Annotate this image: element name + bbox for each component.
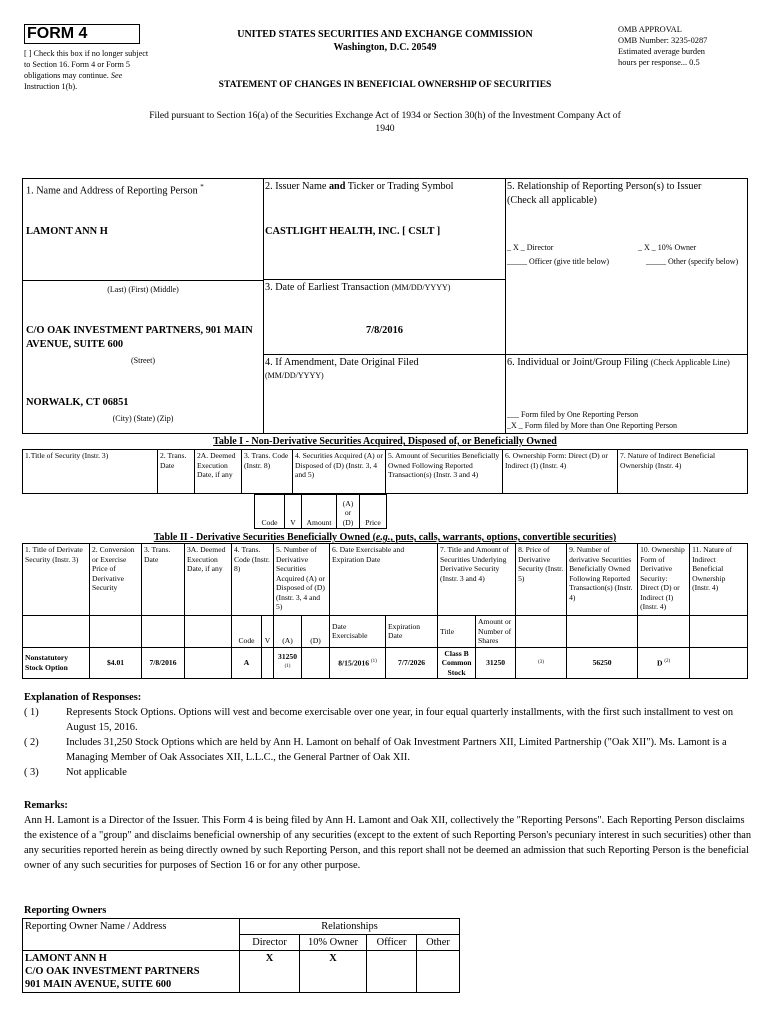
t1-col-code: 3. Trans. Code (Instr. 8) xyxy=(242,450,293,494)
filing-option-more: _X _ Form filed by More than One Reporting Person xyxy=(507,421,677,430)
ro-owner-line3: 901 MAIN AVENUE, SUITE 600 xyxy=(25,979,172,990)
check-note-see: See xyxy=(110,71,123,80)
omb-line-4: hours per response... 0.5 xyxy=(618,58,700,67)
table-derivative xyxy=(22,543,748,679)
name-sub-label: (Last) (First) (Middle) xyxy=(107,285,179,294)
omb-line-2: OMB Number: 3235-0287 xyxy=(618,36,708,45)
commission-heading xyxy=(170,28,600,54)
issuer-name: CASTLIGHT HEALTH, INC. [ CSLT ] xyxy=(265,226,441,237)
table2-title xyxy=(22,532,748,543)
ro-owner-name: LAMONT ANN H xyxy=(25,953,107,964)
table-non-derivative xyxy=(22,449,748,494)
t2-sub-a: (A) xyxy=(274,616,302,648)
omb-line-3: Estimated average burden xyxy=(618,47,705,56)
t2-col-code: 4. Trans. Code (Instr. 8) xyxy=(232,544,274,616)
t1-sub-price: Price xyxy=(360,495,387,529)
box5-label-text: 5. Relationship of Reporting Person(s) to Issuer xyxy=(507,181,702,192)
t1-col-title: 1.Title of Security (Instr. 3) xyxy=(23,450,158,494)
reporting-person-city: NORWALK, CT 06851 xyxy=(26,397,129,408)
row-title: Nonstatutory Stock Option xyxy=(23,647,90,679)
footnote-number: ( 3) xyxy=(24,767,39,778)
footnote-text: Represents Stock Options. Options will vest and become exercisable over one year, in four equal quarterly installments, with the first such installment to vest on August 15, 2016. xyxy=(66,707,734,733)
row-trans-date: 7/8/2016 xyxy=(142,647,185,679)
reporting-owners-table xyxy=(22,918,460,993)
box2-label xyxy=(265,180,505,194)
box1-label-text: 1. Name and Address of Reporting Person xyxy=(26,185,198,197)
t1-sub-amount: Amount xyxy=(302,495,337,529)
t1-col-ownership: 6. Ownership Form: Direct (D) or Indirect (I) (Instr. 4) xyxy=(503,450,618,494)
ro-col-other: Other xyxy=(417,935,460,951)
box3-label-text: 3. Date of Earliest Transaction xyxy=(265,282,390,293)
commission-name: UNITED STATES SECURITIES AND EXCHANGE COMMISSION xyxy=(237,29,533,40)
row-acquired xyxy=(274,647,302,679)
row-form-value: D xyxy=(656,658,663,668)
t2-col-exercisable: 6. Date Exercisable and Expiration Date xyxy=(330,544,438,616)
t2-col-deemed: 3A. Deemed Execution Date, if any xyxy=(185,544,232,616)
footnote-text: Not applicable xyxy=(66,767,127,778)
t1-sub-code: Code xyxy=(255,495,285,529)
remarks-section xyxy=(24,798,754,873)
reporting-person-name: LAMONT ANN H xyxy=(26,226,108,237)
t1-col-deemed: 2A. Deemed Execution Date, if any xyxy=(195,450,242,494)
box1-divider-1 xyxy=(22,280,264,281)
row-price: $4.01 xyxy=(90,647,142,679)
t2-col-nature: 11. Nature of Indirect Beneficial Ownership (Instr. 4) xyxy=(690,544,748,616)
box2-label-post: Ticker or Trading Symbol xyxy=(347,181,454,192)
box6-label-sub: (Check Applicable Line) xyxy=(650,358,730,367)
row-underlying-title: Class B Common Stock xyxy=(438,647,476,679)
t2-col-form: 10. Ownership Form of Derivative Security: Direct (D) or Indirect (I) (Instr. 4) xyxy=(638,544,690,616)
box3-label-sub: (MM/DD/YYYY) xyxy=(391,283,451,292)
box2-label-and: and xyxy=(328,181,346,192)
t2-col-conversion: 2. Conversion or Exercise Price of Derivative Security xyxy=(90,544,142,616)
t2-sub-code: Code xyxy=(232,616,262,648)
row-form-fn: (2) xyxy=(664,659,671,665)
omb-line-1: OMB APPROVAL xyxy=(618,25,682,34)
remarks-heading: Remarks: xyxy=(24,800,68,811)
street-sub-label: (Street) xyxy=(131,356,155,365)
table2-title-pre: Table II - Derivative Securities Beneficially Owned ( xyxy=(153,532,376,543)
relationship-director: _ X _ Director xyxy=(507,243,554,252)
t2-sub-exp: Expiration Date xyxy=(386,616,438,648)
filing-option-one: ___ Form filed by One Reporting Person xyxy=(507,410,639,419)
footnote-item xyxy=(24,765,754,780)
check-box-note xyxy=(24,48,154,92)
ro-owner-line2: C/O OAK INVESTMENT PARTNERS xyxy=(25,966,200,977)
footnote-item xyxy=(24,735,754,765)
t2-sub-date-ex: Date Exercisable xyxy=(330,616,386,648)
row-date-ex-fn: (1) xyxy=(370,659,377,665)
t1-sub-v: V xyxy=(285,495,302,529)
t1-sub-aord: (A) or (D) xyxy=(337,495,360,529)
row-form xyxy=(638,647,690,679)
box1-star: * xyxy=(200,183,204,191)
ro-owner-address xyxy=(23,951,240,993)
box5-label-sub: (Check all applicable) xyxy=(507,195,597,206)
explanation-heading: Explanation of Responses: xyxy=(24,692,142,703)
reporting-owners-heading: Reporting Owners xyxy=(24,905,107,916)
earliest-transaction-date: 7/8/2016 xyxy=(366,325,403,336)
form-title: FORM 4 xyxy=(24,24,140,44)
t2-col-title: 1. Title of Derivate Security (Instr. 3) xyxy=(23,544,90,616)
table1-subheader xyxy=(254,494,387,529)
box1-label xyxy=(26,180,262,198)
footnote-text: Includes 31,250 Stock Options which are held by Ann H. Lamont on behalf of Oak Investment Partners XII, Limited Partnership ("Oak XII"). Ms. Lamont is a Managing Member of Oak Associates XII, L.L.C., the General Partner of Oak XII. xyxy=(66,737,727,763)
t2-sub-d: (D) xyxy=(302,616,330,648)
relationship-other-text: _____ Other (specify below) xyxy=(646,257,739,266)
ro-col-ten: 10% Owner xyxy=(300,935,367,951)
t2-sub-title: Title xyxy=(438,616,476,648)
check-note-text: [ ] Check this box if no longer subject to Section 16. Form 4 or Form 5 obligations may continue. xyxy=(24,49,149,80)
relationship-other xyxy=(646,257,746,267)
ro-col-relationships: Relationships xyxy=(240,919,460,935)
box3-label xyxy=(265,281,505,295)
t2-col-date: 3. Trans. Date xyxy=(142,544,185,616)
filed-pursuant: Filed pursuant to Section 16(a) of the Securities Exchange Act of 1934 or Section 30(h) of the Investment Company Act of 1940 xyxy=(149,110,621,134)
t1-col-nature: 7. Nature of Indirect Beneficial Ownership (Instr. 4) xyxy=(618,450,748,494)
ro-col-officer: Officer xyxy=(367,935,417,951)
t2-col-number: 5. Number of Derivative Securities Acquired (A) or Disposed of (D) (Instr. 3, 4 and 5) xyxy=(274,544,330,616)
ro-director-mark: X xyxy=(240,951,300,993)
box6-label xyxy=(507,356,747,370)
table2-title-post: , puts, calls, warrants, options, convertible securities) xyxy=(390,532,617,543)
explanation-section xyxy=(24,690,754,780)
t2-sub-amount: Amount or Number of Shares xyxy=(476,616,516,648)
table1-title: Table I - Non-Derivative Securities Acquired, Disposed of, or Beneficially Owned xyxy=(213,436,557,447)
commission-location: Washington, D.C. 20549 xyxy=(333,42,437,53)
box4-label: 4. If Amendment, Date Original Filed xyxy=(265,357,419,368)
footnote-number: ( 2) xyxy=(24,737,39,748)
ro-col-name: Reporting Owner Name / Address xyxy=(23,919,240,951)
t1-col-date: 2. Trans. Date xyxy=(158,450,195,494)
row-code: A xyxy=(232,647,262,679)
check-note-instruction: Instruction 1(b). xyxy=(24,82,78,91)
footnote-number: ( 1) xyxy=(24,707,39,718)
row-owned: 56250 xyxy=(567,647,638,679)
row-date-ex-value: 8/15/2016 xyxy=(338,658,370,668)
table-row xyxy=(23,951,460,993)
t2-sub-v: V xyxy=(262,616,274,648)
t1-col-amount: 5. Amount of Securities Beneficially Owned Following Reported Transaction(s) (Instr. 3 and 4) xyxy=(386,450,503,494)
box2-label-pre: 2. Issuer Name xyxy=(265,181,327,192)
row-expiration: 7/7/2026 xyxy=(386,647,438,679)
t2-col-underlying: 7. Title and Amount of Securities Underlying Derivative Security (Instr. 3 and 4) xyxy=(438,544,516,616)
row-acquired-fn: (1) xyxy=(284,663,291,669)
ro-ten-mark: X xyxy=(300,951,367,993)
footnote-item xyxy=(24,705,754,735)
box5-label xyxy=(507,180,747,208)
row-acquired-value: 31250 xyxy=(278,652,297,662)
omb-approval xyxy=(618,24,768,68)
city-sub-label: (City) (State) (Zip) xyxy=(112,414,174,423)
t1-col-acquired: 4. Securities Acquired (A) or Disposed of (D) (Instr. 3, 4 and 5) xyxy=(293,450,386,494)
table2-title-eg: e.g. xyxy=(375,532,391,543)
statement-title: STATEMENT OF CHANGES IN BENEFICIAL OWNERSHIP OF SECURITIES xyxy=(218,80,552,90)
table-row xyxy=(23,647,748,679)
box6-label-text: 6. Individual or Joint/Group Filing xyxy=(507,357,649,368)
reporting-person-street: C/O OAK INVESTMENT PARTNERS, 901 MAIN AVENUE, SUITE 600 xyxy=(26,325,253,350)
ro-col-director: Director xyxy=(240,935,300,951)
t2-col-price: 8. Price of Derivative Security (Instr. 5) xyxy=(516,544,567,616)
row-deriv-price: (3) xyxy=(516,647,567,679)
remarks-text: Ann H. Lamont is a Director of the Issuer. This Form 4 is being filed by Ann H. Lamont and Oak XII, collectively the "Reporting Persons". Each Reporting Person disclaims the existence of a "group" and disclaims beneficial ownership of any securities (except to the extent of such Reporting Person's pecuniary interest in such securities) other than any securities reported herein as being directly owned by such Reporting Person, and this report shall not be deemed an admission that such Reporting Person is the beneficial owner of any such securities for purposes of Section 16 or for any other purpose. xyxy=(24,815,752,871)
row-date-exercisable xyxy=(330,647,386,679)
relationship-ten-percent: _ X _ 10% Owner xyxy=(638,243,697,252)
box4-label-sub: (MM/DD/YYYY) xyxy=(265,371,324,380)
relationship-officer: _____ Officer (give title below) xyxy=(507,257,610,266)
row-underlying-amount: 31250 xyxy=(476,647,516,679)
t2-col-owned: 9. Number of derivative Securities Beneficially Owned Following Reported Transaction(s) (Instr. 4) xyxy=(567,544,638,616)
